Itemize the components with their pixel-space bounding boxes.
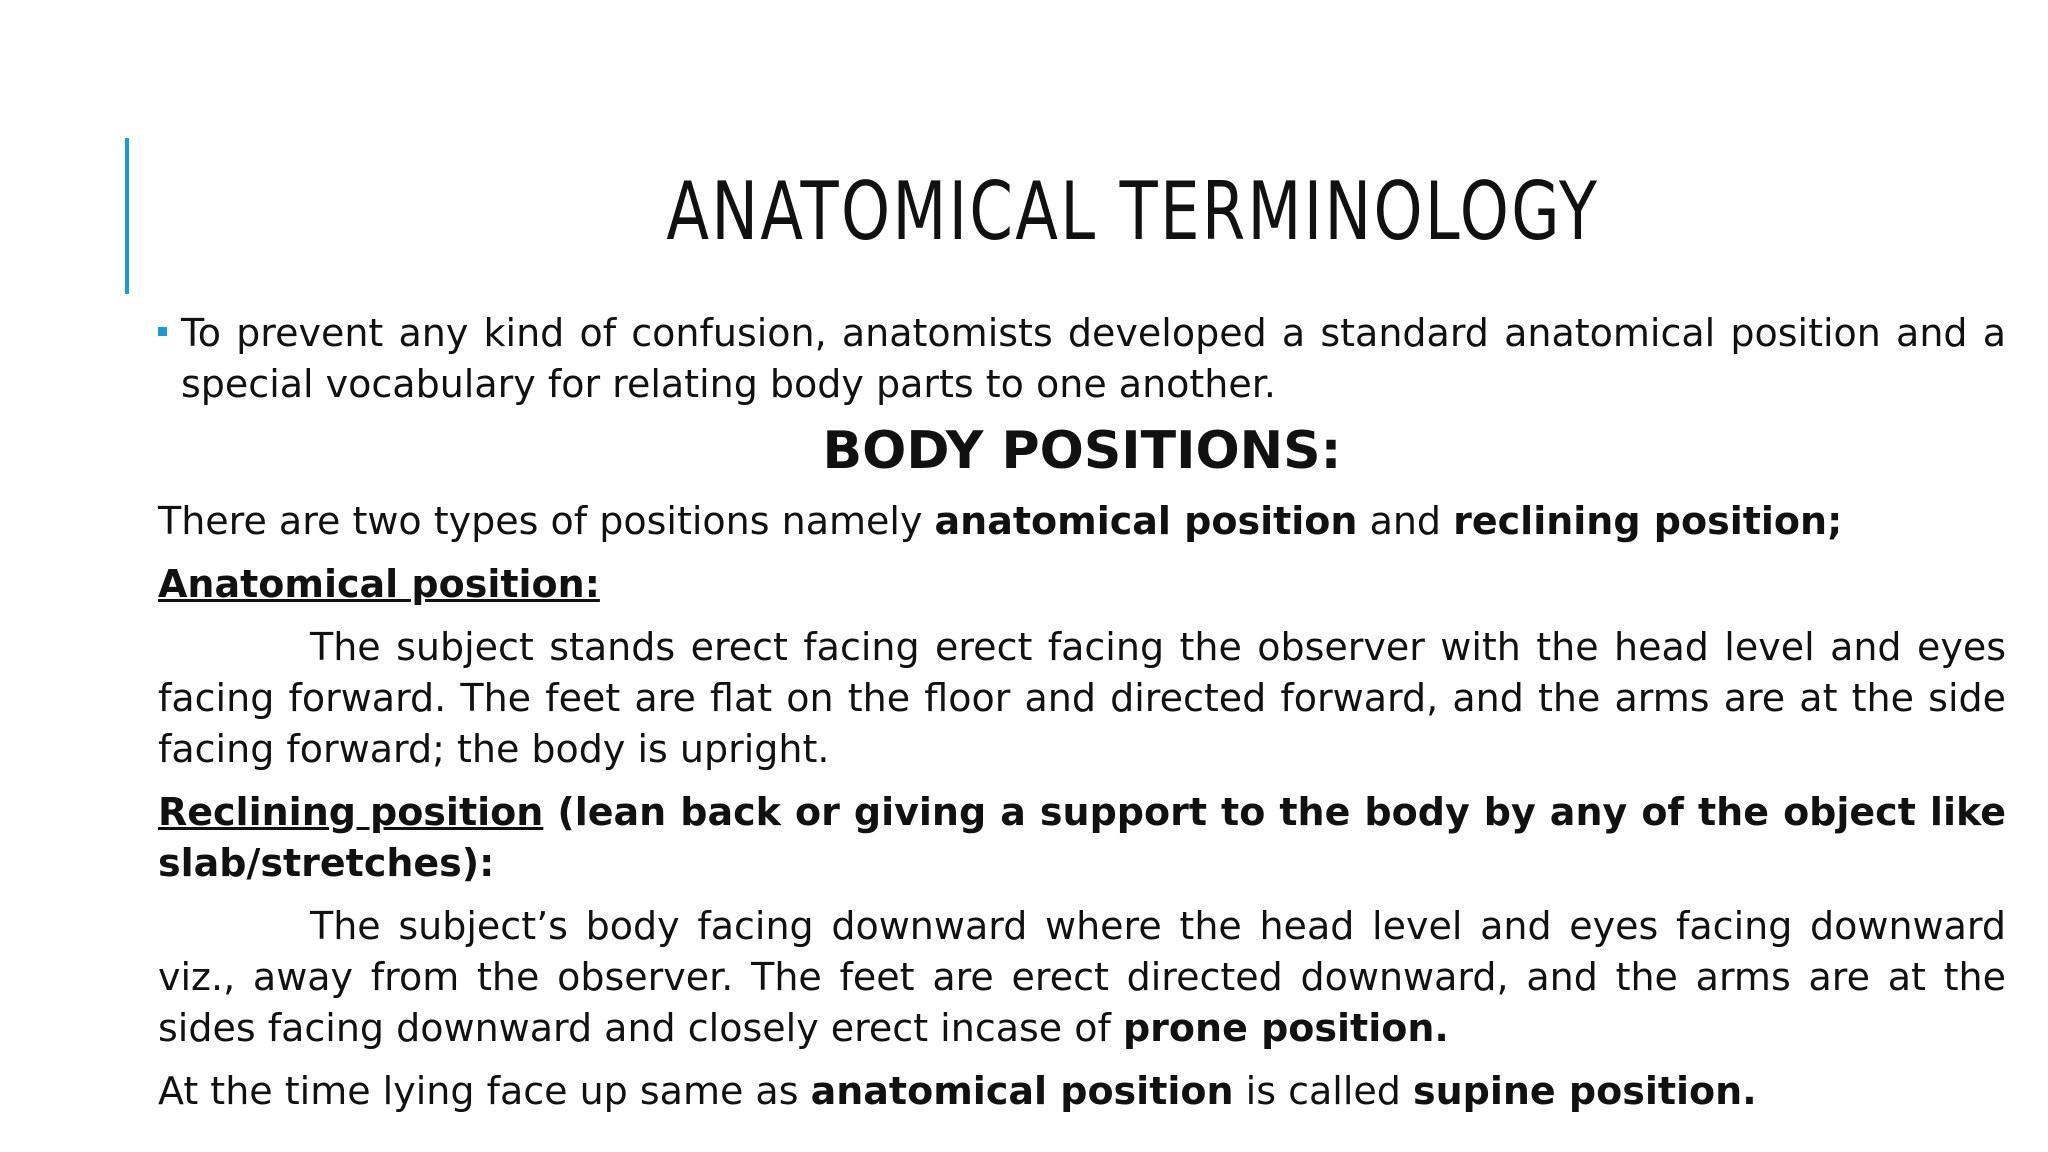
supine-bold-anatomical: anatomical position bbox=[810, 1069, 1234, 1113]
supine-bold-supine: supine position. bbox=[1412, 1069, 1757, 1113]
reclining-text: The subject’s body facing downward where the head level and eyes facing downward viz., away from the observer. The feet are erect directed downward, and the arms are at the sides facing downward and closely erect incase of bbox=[158, 904, 2006, 1050]
bullet-text: To prevent any kind of confusion, anatomists developed a standard anatomical position and a special vocabulary for relating body parts to one another. bbox=[181, 311, 2006, 406]
reclining-heading-label: Reclining position bbox=[158, 790, 544, 834]
supine-text-1: At the time lying face up same as bbox=[158, 1069, 811, 1113]
reclining-bold-prone: prone position. bbox=[1122, 1006, 1449, 1050]
intro-text-1: There are two types of positions namely bbox=[158, 499, 935, 543]
anatomical-heading-paragraph bbox=[158, 559, 2006, 610]
slide-body bbox=[158, 308, 2006, 1117]
reclining-heading-detail: (lean back or giving a support to the body by any of the object like slab/stretches): bbox=[158, 790, 2006, 885]
supine-paragraph bbox=[158, 1066, 2006, 1117]
reclining-heading-paragraph bbox=[158, 787, 2006, 889]
intro-bold-anatomical: anatomical position bbox=[934, 499, 1358, 543]
supine-text-2: is called bbox=[1233, 1069, 1413, 1113]
intro-paragraph bbox=[158, 496, 2006, 547]
square-bullet-icon bbox=[158, 327, 167, 336]
intro-bold-reclining: reclining position; bbox=[1453, 499, 1843, 543]
anatomical-description: The subject stands erect facing erect facing the observer with the head level and eyes facing forward. The feet are flat on the floor and directed forward, and the arms are at the side facing forward; the body is upright. bbox=[158, 625, 2006, 771]
slide-title: ANATOMICAL TERMINOLOGY bbox=[666, 165, 1600, 258]
bullet-item bbox=[158, 308, 2006, 410]
reclining-description bbox=[158, 901, 2006, 1054]
intro-text-2: and bbox=[1357, 499, 1454, 543]
section-heading: BODY POSITIONS: bbox=[822, 421, 1342, 481]
title-accent-bar bbox=[125, 138, 129, 294]
anatomical-heading: Anatomical position: bbox=[158, 562, 600, 606]
